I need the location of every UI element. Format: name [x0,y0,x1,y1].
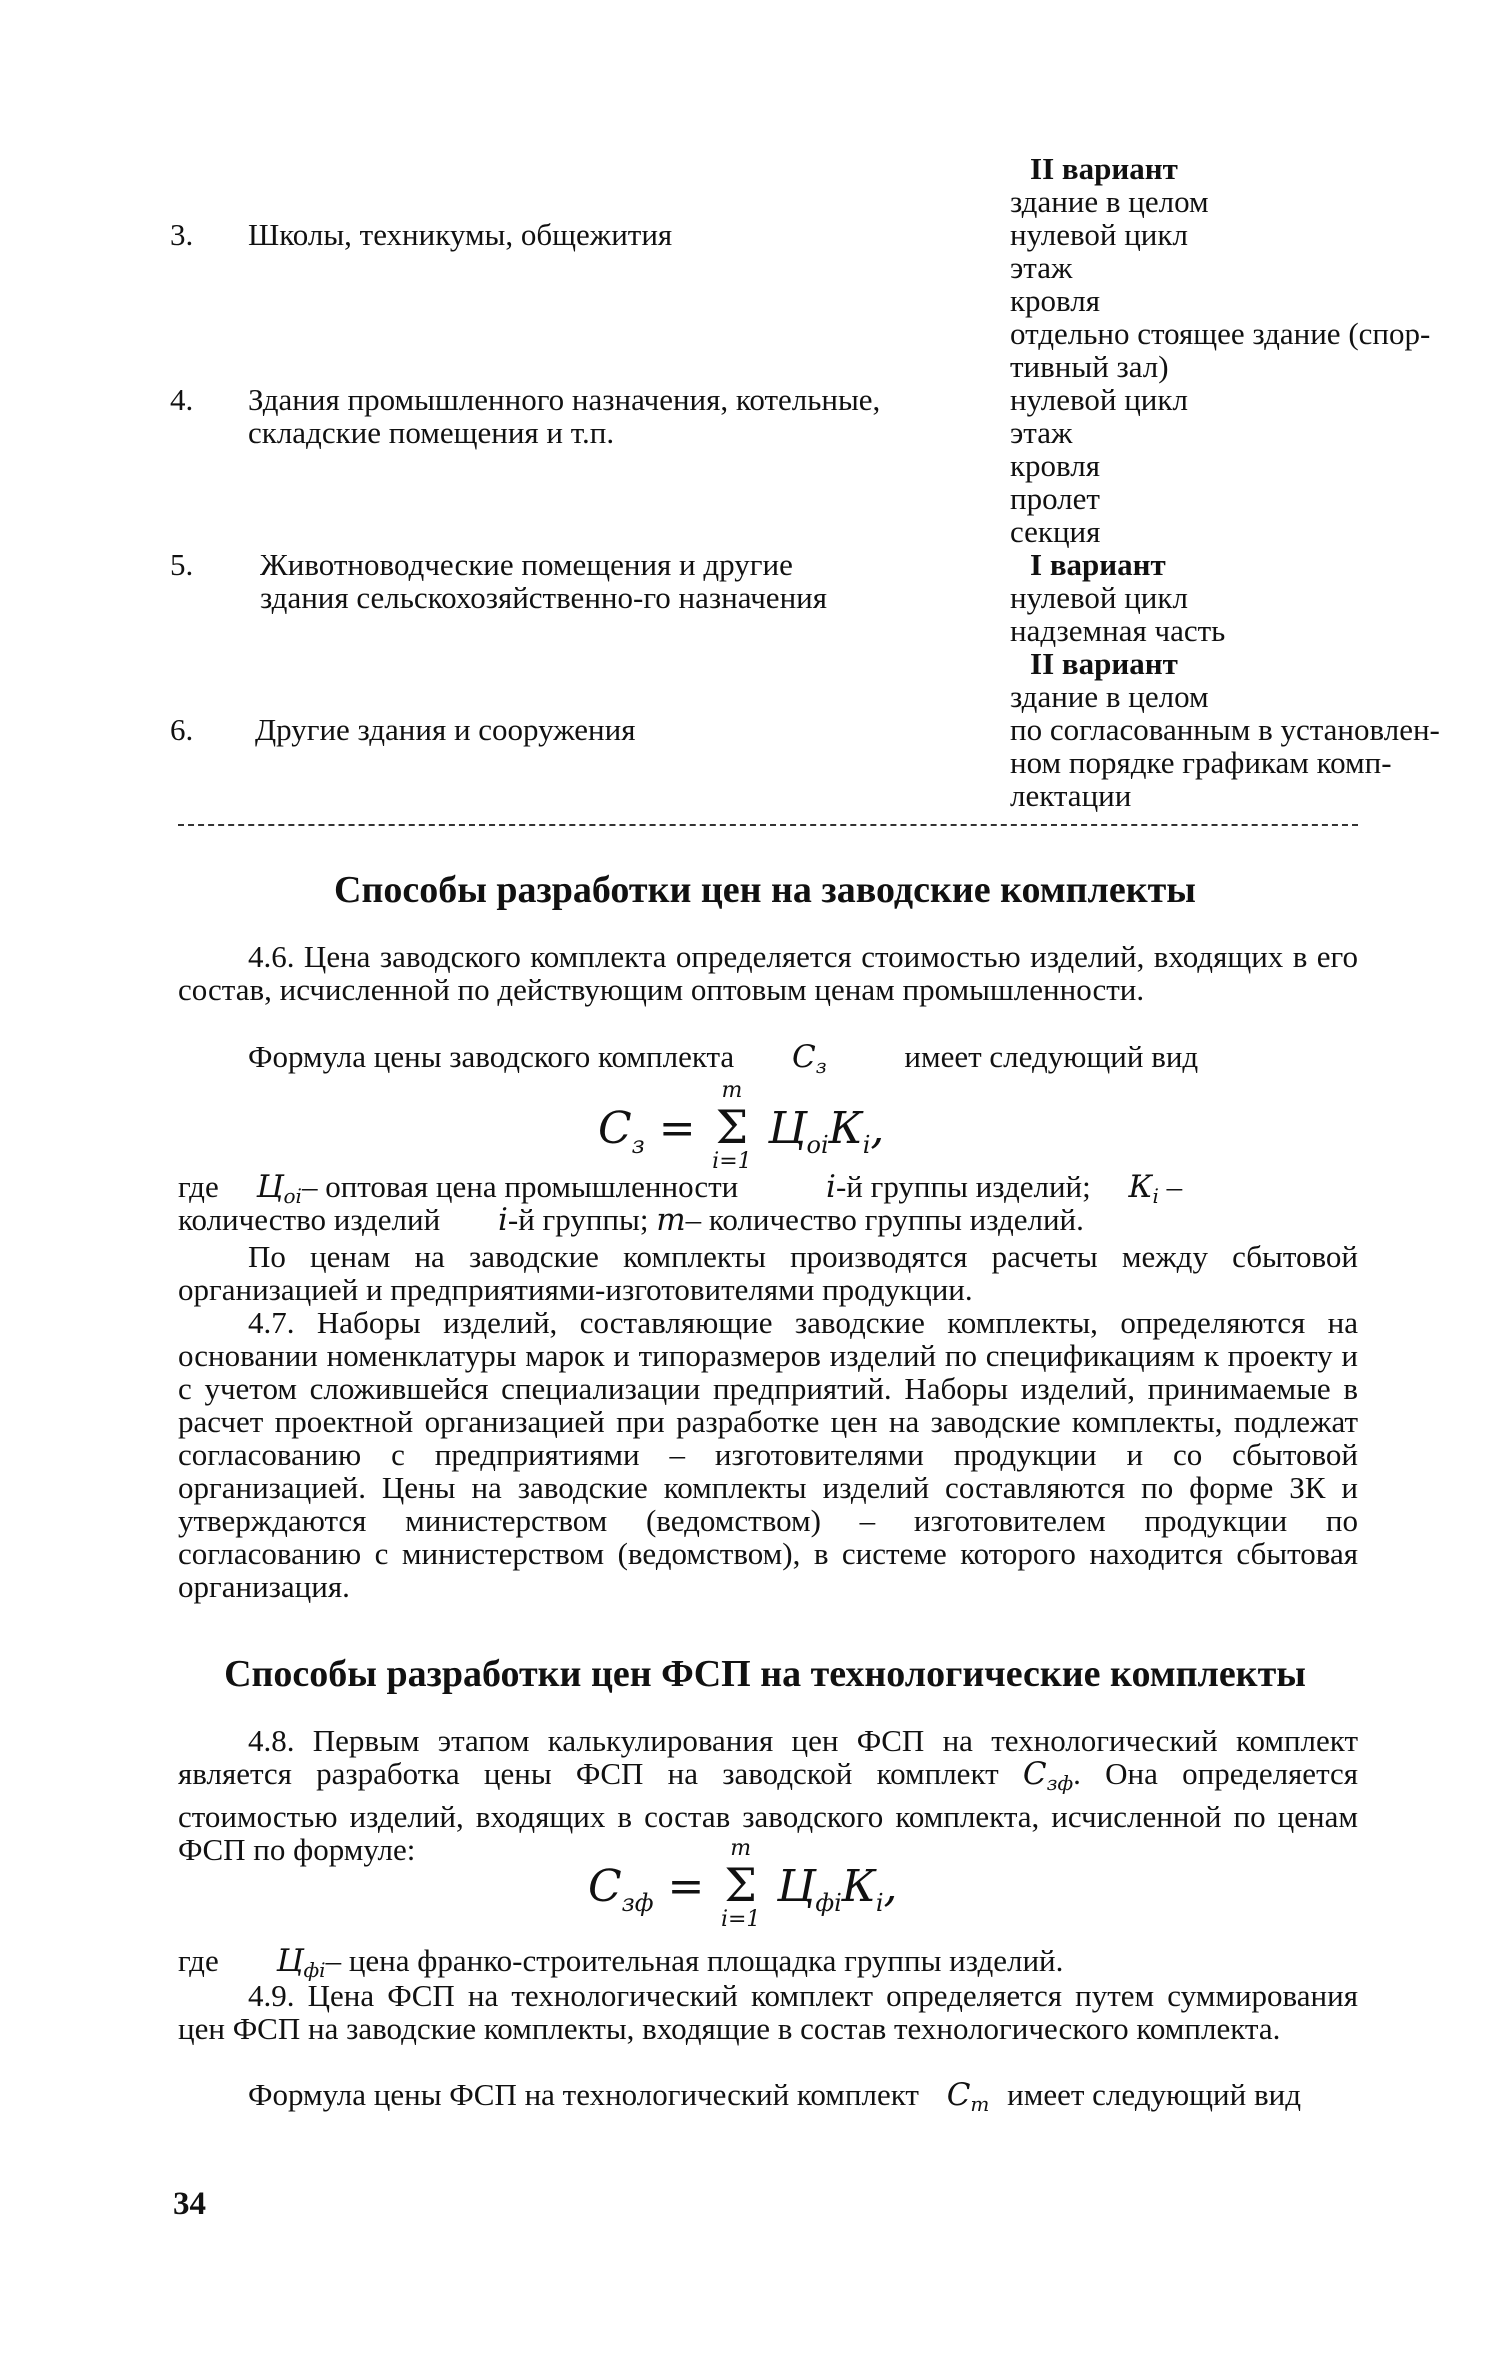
formula-intro-technological: Формула цены ФСП на технологический комплект $С_т$ имеет следующий вид [248,2077,1301,2116]
variant-heading: ІІ вариант [1030,646,1178,681]
row-name: Другие здания и сооружения [255,712,636,747]
stage-item: кровля [1010,448,1101,483]
row-name: Здания промышленного назначения, котельные, складские помещения и т.п. [248,382,881,450]
stage-item: секция [1010,514,1101,549]
formula-intro-text: имеет следующий вид [904,1039,1199,1074]
stage-item: ном порядке графикам комп- [1010,745,1392,780]
paragraph-4-8: 4.8. Первым этапом калькулирования цен ФСП на технологический комплект является разработка цены ФСП на заводской комплект $С_{зф}$. Она определяется стоимостью изделий, входящих в состав заводского комплекта, исчисленной по ценам ФСП по формуле: [178,1723,1359,1867]
formula-intro-text: Формула цены заводского комплекта [248,1039,735,1074]
stage-item: нулевой цикл [1010,217,1188,252]
variant-heading: І вариант [1030,547,1166,582]
formula-explanation-1: где $Ц_{оi}-$ оптовая цена промышленности i-й группы изделий; $К_i$ – [178,1169,1183,1208]
stage-item: пролет [1010,481,1100,516]
stage-item: кровля [1010,283,1101,318]
stage-item: этаж [1010,250,1073,285]
formula-explanation-2: количество изделий i-й группы; m– количество группы изделий. [178,1202,1084,1238]
stage-item: нулевой цикл [1010,580,1188,615]
table-row-stages [1010,548,1501,713]
stage-item: здание в целом [1010,184,1209,219]
paragraph-4-7: 4.7. Наборы изделий, составляющие заводские комплекты, определяются на основании номенклатуры марок и типоразмеров изделий по спецификациям к проекту и с учетом сложившейся специализации предприятий. Наборы изделий, принимаемые в расчет проектной организацией при разработке цен на заводские комплекты, подлежат согласованию с предприятиями – изготовителями продукции и со сбытовой организацией. Цены на заводские комплекты изделий составляются по форме ЗК и утверждаются министерством (ведомством) – изготовителем продукции по согласованию с министерством (ведомством), в системе которого находится сбытовая организация. [178,1305,1358,1604]
section-title-factory-kits: Способы разработки цен на заводские комплекты [334,869,1196,911]
section-title-technological-kits: Способы разработки цен ФСП на технологические комплекты [224,1653,1306,1695]
page-number: 34 [173,2186,206,2222]
formula-fsp-factory-kit-price: $С_{зф}$ = m Σ i=1 $Ц_{фi}К_i$, [588,1836,898,1932]
formula-factory-kit-price: $С_з$ = m Σ i=1 $Ц_{оi}К_i$, [598,1078,885,1174]
stage-item: лектации [1010,778,1132,813]
row-number: 3. [170,217,194,252]
stage-item: тивный зал) [1010,349,1169,384]
stage-item: отдельно стоящее здание (спор- [1010,316,1431,351]
summation-sign: m Σ i=1 [712,1078,752,1174]
variant-heading: ІІ вариант [1030,151,1178,186]
table-row-stages [1010,152,1501,383]
table-bottom-divider [178,824,1358,826]
stage-item: нулевой цикл [1010,382,1188,417]
row-number: 4. [170,382,194,417]
row-name: Животноводческие помещения и другие здания сельскохозяйственно-го назначения [260,547,828,615]
stage-item: здание в целом [1010,679,1209,714]
paragraph-4-6: 4.6. Цена заводского комплекта определяется стоимостью изделий, входящих в его состав, исчисленной по действующим оптовым ценам промышленности. [178,939,1358,1007]
table-row-stages [1010,713,1501,812]
symbol-c3: $С_з$ [791,1039,827,1078]
paragraph-4-9: 4.9. Цена ФСП на технологический комплект определяется путем суммирования цен ФСП на заводские комплекты, входящие в состав технологического комплекта. [178,1978,1358,2046]
stage-item: надземная часть [1010,613,1226,648]
table-row-stages [1010,383,1501,548]
row-number: 6. [170,712,194,747]
stage-item: по согласованным в установлен- [1010,712,1440,747]
row-name: Школы, техникумы, общежития [248,217,673,252]
formula-intro-factory [178,1040,1358,1083]
paragraph-prices: По ценам на заводские комплекты производятся расчеты между сбытовой организацией и предприятиями-изготовителями продукции. [178,1239,1358,1307]
formula-explanation-fsp: где $Ц_{фi}-$ цена франко-строительная площадка группы изделий. [178,1943,1064,1982]
summation-sign: m Σ i=1 [720,1836,761,1932]
row-number: 5. [170,547,194,582]
stage-item: этаж [1010,415,1073,450]
